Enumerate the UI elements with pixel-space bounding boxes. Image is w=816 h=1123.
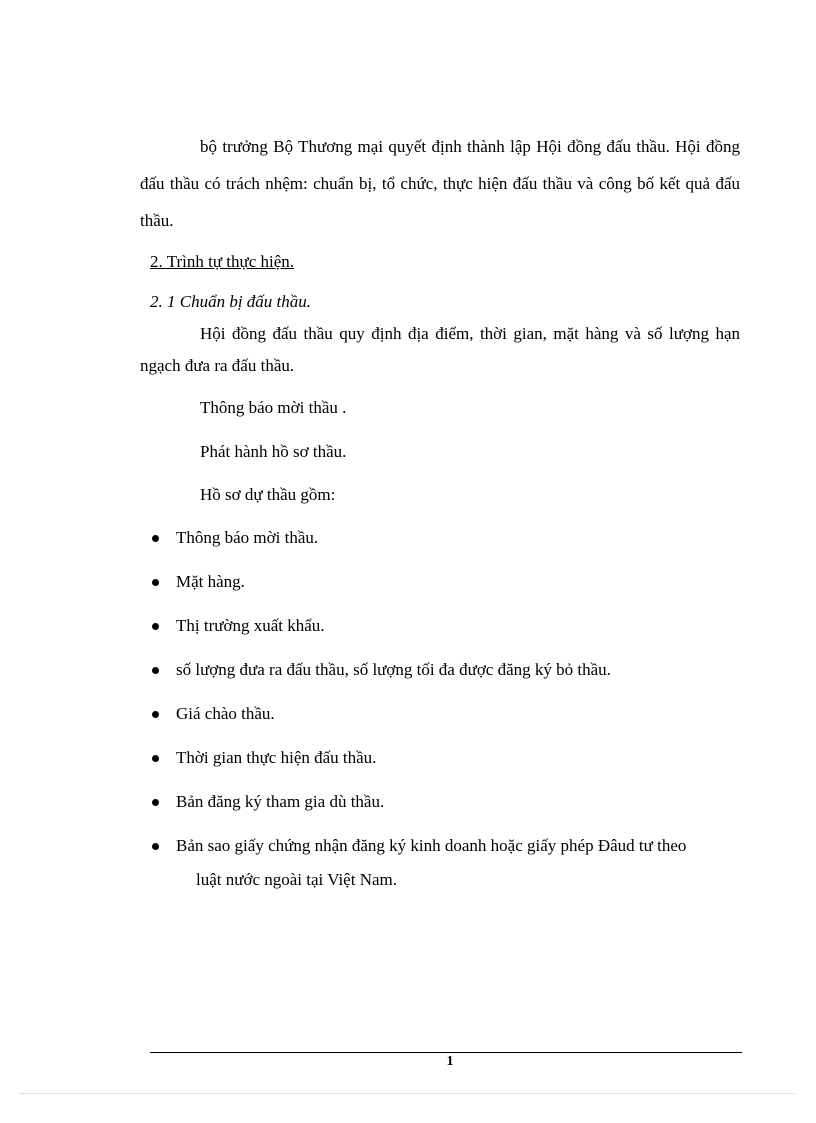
page-bottom-border [20, 1093, 796, 1094]
list-item-text: Thời gian thực hiện đấu thầu. [176, 748, 377, 767]
list-item-text: Thông báo mời thầu. [176, 528, 319, 547]
list-item-text: Thị trường xuất khẩu. [176, 616, 325, 635]
bullet-dot-icon [152, 535, 159, 542]
bullet-list [150, 526, 745, 917]
bullet-dot-icon [152, 711, 159, 718]
bullet-dot-icon [152, 667, 159, 674]
list-item [150, 526, 745, 550]
list-item-text: số lượng đưa ra đấu thầu, số lượng tối đa được đăng ký bỏ thầu. [176, 660, 611, 679]
bullet-dot-icon [152, 623, 159, 630]
intro-paragraph: bộ trưởng Bộ Thương mại quyết định thành lập Hội đồng đấu thầu. Hội đồng đấu thầu có trách nhệm: chuẩn bị, tổ chức, thực hiện đấu thầu và công bố kết quả đấu thầu. [140, 137, 740, 230]
subsection-heading: 2. 1 Chuẩn bị đấu thầu. [150, 292, 312, 311]
list-item [150, 746, 745, 770]
notice-line: Thông báo mời thầu . [200, 398, 347, 417]
list-item [150, 658, 745, 682]
list-item [150, 829, 745, 897]
issue-line: Phát hành hồ sơ thầu. [200, 442, 347, 461]
list-item-text: Bản đăng ký tham gia dù thầu. [176, 792, 385, 811]
bullet-dot-icon [152, 755, 159, 762]
list-item [150, 790, 745, 814]
list-item [150, 702, 745, 726]
list-item-text: Bản sao giấy chứng nhận đăng ký kinh doanh hoặc giấy phép Đâud tư theo [176, 836, 687, 855]
bullet-dot-icon [152, 799, 159, 806]
list-item [150, 570, 745, 594]
list-item-text: Mặt hàng. [176, 572, 245, 591]
list-item [150, 614, 745, 638]
section-heading: 2. Trình tự thực hiện. [150, 252, 295, 271]
page-number: 1 [446, 1054, 454, 1069]
list-item-text: Giá chào thầu. [176, 704, 275, 723]
list-item-continuation: luật nước ngoài tại Việt Nam. [196, 870, 397, 889]
bullet-dot-icon [152, 843, 159, 850]
dossier-line: Hồ sơ dự thầu gồm: [200, 485, 336, 504]
body-paragraph: Hội đồng đấu thầu quy định địa điểm, thời gian, mặt hàng và số lượng hạn ngạch đưa ra đấu thầu. [140, 324, 740, 375]
bullet-dot-icon [152, 579, 159, 586]
